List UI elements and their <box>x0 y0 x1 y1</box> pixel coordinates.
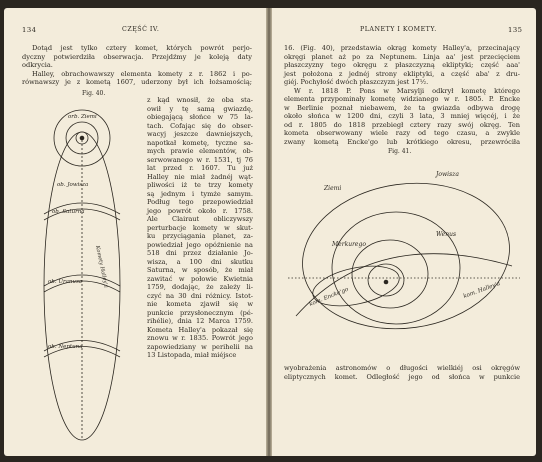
text-line: 1759, dodając, że zależy li- <box>147 283 253 291</box>
text-line: pliwości iż te trzy komety <box>147 181 253 189</box>
text-line: 518 dni przez działanie Jo- <box>147 249 253 257</box>
encke-orbit <box>309 259 403 313</box>
text-line: zwany kometą Encke'go lub krótkiego okresu, przewróciła <box>284 137 520 146</box>
text-line: elementa przypominały kometę widzianego w r. 1805. P. Encke <box>284 95 520 103</box>
text-line: płaszczyzny tego okręgu z płaszczyzną ekliptyki; część aaa' <box>284 61 520 69</box>
halley-orbit-arc <box>296 254 512 316</box>
text-line: obiegającą słońce w 75 la- <box>147 113 253 121</box>
label-jowisza: Jowisza <box>436 171 459 178</box>
text-line: nie kometa zjawił się w <box>147 300 253 308</box>
text-line: z kąd wnosił, że oba sta- <box>147 96 253 104</box>
text-line: tach. Cofając się do obser- <box>147 121 253 130</box>
left-page-number: 134 <box>22 26 37 34</box>
fig-41-label: Fig. 41. <box>388 148 412 155</box>
text-line: Halley nie miał żadnéj wąt- <box>147 172 253 181</box>
left-side-text <box>147 96 253 360</box>
text-line: punkcie przysłonecznym (pé- <box>147 308 253 317</box>
text-line: odkrycia. <box>22 61 53 69</box>
text-line: okręgi planet aż po za Neptunem. Linja aa' jest przecięciem <box>284 52 520 61</box>
text-line: perturbacje komety w skut- <box>147 223 253 232</box>
text-line: około słońca w 1200 dni, czyli 3 lata, 3 mniej więcéj, i że <box>284 112 520 120</box>
label-kometa: Komety Halley'a <box>94 245 109 289</box>
right-running-head: PLANETY I KOMETY. <box>360 26 437 33</box>
label-encke: kom. Encke'go <box>308 286 350 308</box>
text-line: W r. 1818 P. Pons w Marsylji odkrył kometę którego <box>294 86 520 95</box>
text-line: powiedział jego opóźnienie na <box>147 240 253 249</box>
encke-orbit-diagram <box>286 156 522 356</box>
label-ziemi: Ziemi <box>324 185 342 192</box>
left-running-head: CZĘŚĆ IV. <box>122 26 160 33</box>
text-line: serwowanego w r. 1531, tj 76 <box>147 155 253 164</box>
text-line: lat przed r. 1607. Tu już <box>147 164 253 172</box>
text-line: czyć na 30 dni różnicy. Istot- <box>147 291 253 300</box>
wenus-orbit <box>352 240 428 308</box>
text-line: Kometa Halley'a pokazał się <box>147 325 253 334</box>
text-line: w Berlinie poznał niebawem, że ta gwiazda odbywa drogę <box>284 103 520 112</box>
jowisza-orbit <box>293 170 519 342</box>
right-bottom-text <box>284 364 520 381</box>
text-line: jest położona z jednéj strony ekliptyki, a część aba' z dru- <box>284 69 520 78</box>
text-line: wisza, a 100 dni skutku <box>147 257 253 266</box>
text-line: owił y tę samą gwiazdę, <box>147 104 253 113</box>
text-line: napotkał kometę, tyczne sa- <box>147 138 253 147</box>
left-top-text <box>22 44 252 87</box>
text-line: rihélie), dnia 12 Marca 1759. <box>147 317 253 325</box>
sun-icon <box>384 280 389 285</box>
text-line: wyobrażenia astronomów o długości wielkiéj osi okręgów <box>284 364 520 372</box>
text-line: Ale Clairaut obliczywszy <box>147 215 253 223</box>
fig-40-label: Fig. 40. <box>82 90 106 97</box>
text-line: znowu w r. 1835. Powrót jego <box>147 334 253 342</box>
right-top-text <box>284 44 520 146</box>
sun-icon <box>80 136 85 141</box>
text-line: Halley, obrachowawszy elementa komety z r. 1862 i po- <box>32 69 252 78</box>
label-top: orb. Ziemi <box>68 114 97 120</box>
label-merkurego: Merkurego <box>332 241 366 248</box>
comet-orbit-diagram <box>24 96 142 446</box>
text-line: Saturna, w sposób, że miał <box>147 266 253 274</box>
label-saturna: ob. Saturna <box>52 209 85 215</box>
text-line: 13 Listopada, miał miéjsce <box>147 351 237 359</box>
label-wenus: Wenus <box>436 231 457 238</box>
right-page <box>272 8 536 456</box>
label-halley: kom. Halley'a <box>462 280 502 300</box>
text-line: wacyj jeszcze dawniejszych, <box>147 130 253 138</box>
text-line: od r. 1805 do 1818 przebiegł cztery razy swój okręg. Ten <box>284 120 520 129</box>
label-jowisza: ob. Jowisza <box>57 182 89 188</box>
text-line: mych prawie elementów, ob- <box>147 147 253 155</box>
text-line: są jednym i tymże samym. <box>147 189 253 198</box>
text-line: Dotąd jest tylko cztery komet, których powrót perjo- <box>32 44 252 52</box>
text-line: Podług tego przepowiedział <box>147 198 253 206</box>
text-line: eliptycznych komet. Odległość jego od słońca w punkcie <box>284 372 520 381</box>
text-line: 16. (Fig. 40), przedstawia okrąg komety Halley'a, przecinający <box>284 44 520 52</box>
text-line: jego powrót około r. 1758. <box>147 206 253 215</box>
text-line: dyczny potwierdziła obserwacja. Przejdźmy je koleją daty <box>22 52 252 61</box>
right-page-number: 135 <box>508 26 523 34</box>
left-page <box>4 8 266 456</box>
text-line: kometa obserwowany wiele razy od tego czasu, a zwykle <box>284 129 520 137</box>
text-line: giéj. Pochyłość dwóch płaszczyzn jest 17½. <box>284 78 429 86</box>
text-line: zawitać w połowie Kwietnia <box>147 274 253 283</box>
label-neptuna: ob. Neptuna <box>48 344 83 350</box>
ziemi-orbit <box>332 212 460 324</box>
text-line: zapowiedziany w perihelii na <box>147 342 253 351</box>
label-uranusa: ob. Uranusa <box>48 279 83 285</box>
text-line: ku przyciągania planet, za- <box>147 232 253 240</box>
text-line: równawszy je z kometą 1607, uderzony był ich łożsamością; <box>22 78 252 86</box>
